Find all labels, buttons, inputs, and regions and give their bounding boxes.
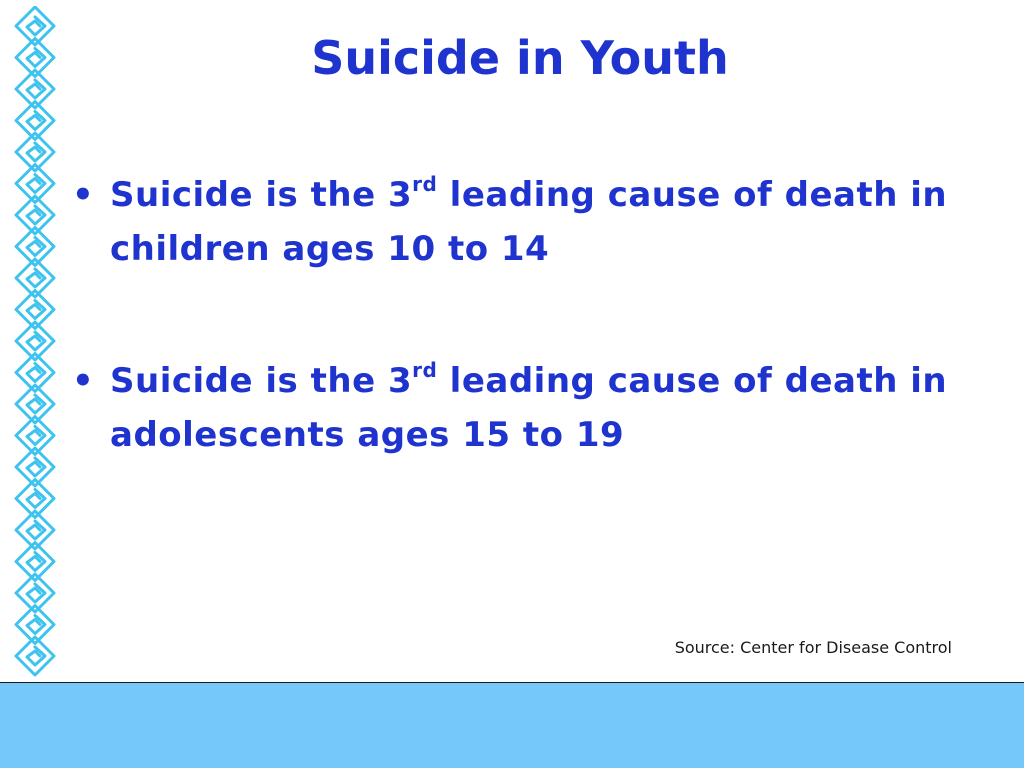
source-citation: Source: Center for Disease Control [674, 638, 952, 657]
spiral-border-strip [14, 6, 56, 682]
footer-band [0, 682, 1024, 768]
bullet-text-post: leading cause of death in children ages 10 to 14 [110, 175, 948, 269]
slide-title: Suicide in Youth [311, 31, 729, 85]
bullet-dot-icon: • [72, 361, 95, 401]
bullet-text-pre: Suicide is the 3 [110, 175, 413, 215]
bullet-text-post: leading cause of death in adolescents ages 15 to 19 [110, 361, 948, 455]
ordinal-suffix: rd [412, 172, 438, 196]
ordinal-suffix: rd [412, 358, 438, 382]
bullet-item-children [72, 168, 972, 276]
bullet-list [72, 168, 972, 540]
bullet-item-adolescents [72, 354, 972, 462]
bullet-text-pre: Suicide is the 3 [110, 361, 413, 401]
bullet-dot-icon: • [72, 175, 95, 215]
